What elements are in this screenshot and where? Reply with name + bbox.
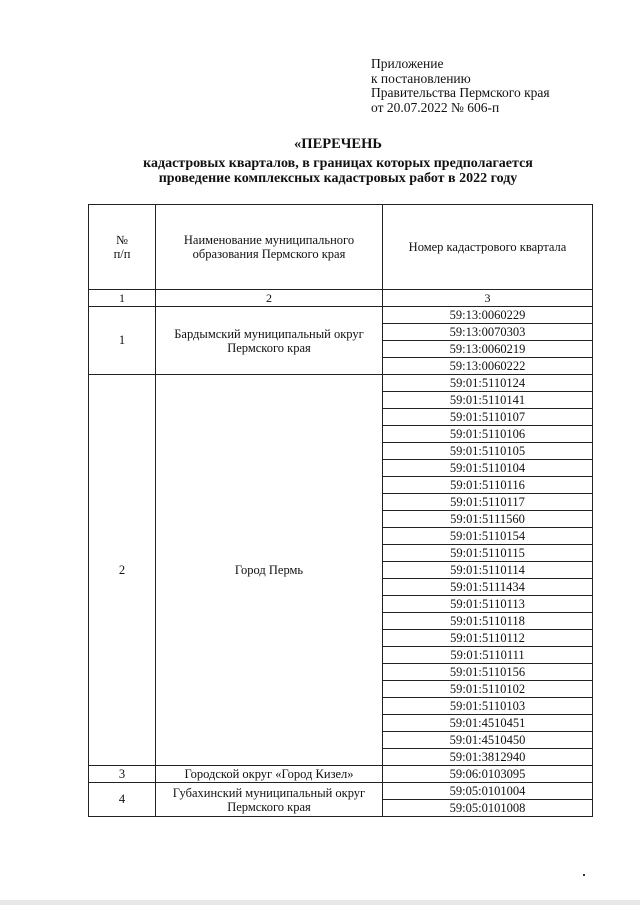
row-number: 2 bbox=[89, 375, 156, 766]
table-row bbox=[89, 783, 593, 800]
column-number: 2 bbox=[156, 290, 383, 307]
cadastral-number: 59:01:5110141 bbox=[383, 392, 593, 409]
subtitle-line: кадастровых кварталов, в границах которых предполагается bbox=[143, 156, 533, 171]
cadastral-number: 59:01:5110117 bbox=[383, 494, 593, 511]
header-municipality: Наименование муниципального образования Пермского края bbox=[156, 205, 383, 290]
cadastral-number: 59:01:3812940 bbox=[383, 749, 593, 766]
municipality-name-line: Городской округ «Город Кизел» bbox=[184, 767, 354, 781]
cadastral-number: 59:01:5110105 bbox=[383, 443, 593, 460]
cadastral-number: 59:01:5110124 bbox=[383, 375, 593, 392]
cadastral-number: 59:01:5110104 bbox=[383, 460, 593, 477]
table-row bbox=[89, 307, 593, 324]
column-number-row bbox=[89, 290, 593, 307]
cadastral-number: 59:01:5110116 bbox=[383, 477, 593, 494]
cadastral-number: 59:06:0103095 bbox=[383, 766, 593, 783]
municipality-name-line: Город Пермь bbox=[234, 563, 304, 577]
document-title: «ПЕРЕЧЕНЬ bbox=[294, 136, 382, 152]
row-number: 1 bbox=[89, 307, 156, 375]
municipality-name bbox=[156, 783, 383, 817]
cadastral-number: 59:01:5110111 bbox=[383, 647, 593, 664]
cadastral-number: 59:01:5110156 bbox=[383, 664, 593, 681]
cadastral-number: 59:13:0060229 bbox=[383, 307, 593, 324]
column-number: 3 bbox=[383, 290, 593, 307]
municipality-name-line: Пермского края bbox=[227, 799, 311, 814]
cadastral-number: 59:13:0060222 bbox=[383, 358, 593, 375]
cadastral-number: 59:01:5111560 bbox=[383, 511, 593, 528]
municipality-name-line: Пермского края bbox=[227, 340, 311, 355]
municipality-name bbox=[156, 307, 383, 375]
cadastral-number: 59:01:5110118 bbox=[383, 613, 593, 630]
cadastral-number: 59:01:5110154 bbox=[383, 528, 593, 545]
cadastral-number: 59:01:5110112 bbox=[383, 630, 593, 647]
subtitle-line: проведение комплексных кадастровых работ в 2022 году bbox=[158, 171, 518, 186]
scan-edge bbox=[0, 900, 640, 905]
appendix-line: Приложение bbox=[371, 56, 444, 71]
appendix-line: к постановлению bbox=[371, 70, 471, 86]
cadastral-number: 59:05:0101004 bbox=[383, 783, 593, 800]
scan-dot bbox=[583, 874, 585, 876]
cadastral-number: 59:01:5111434 bbox=[383, 579, 593, 596]
row-number: 3 bbox=[89, 766, 156, 783]
cadastral-number: 59:01:4510450 bbox=[383, 732, 593, 749]
cadastral-number: 59:13:0070303 bbox=[383, 324, 593, 341]
cadastral-number: 59:01:5110114 bbox=[383, 562, 593, 579]
cadastral-number: 59:01:5110102 bbox=[383, 681, 593, 698]
cadastral-number: 59:05:0101008 bbox=[383, 800, 593, 817]
appendix-line: Правительства Пермского края bbox=[371, 85, 550, 100]
cadastral-number: 59:01:5110103 bbox=[383, 698, 593, 715]
cadastral-number: 59:01:5110106 bbox=[383, 426, 593, 443]
municipality-name-line: Губахинский муниципальный округ bbox=[172, 785, 366, 800]
municipality-name-line: Бардымский муниципальный округ bbox=[174, 326, 364, 341]
municipality-name bbox=[156, 375, 383, 766]
row-number: 4 bbox=[89, 783, 156, 817]
cadastral-number: 59:01:5110107 bbox=[383, 409, 593, 426]
header-number: № п/п bbox=[89, 205, 156, 290]
document-subtitle bbox=[18, 156, 640, 186]
column-number: 1 bbox=[89, 290, 156, 307]
table-row bbox=[89, 766, 593, 783]
cadastral-number: 59:01:5110115 bbox=[383, 545, 593, 562]
table-header-row bbox=[89, 205, 593, 290]
appendix-line: от 20.07.2022 № 606-п bbox=[371, 99, 500, 115]
cadastral-number: 59:13:0060219 bbox=[383, 341, 593, 358]
header-cadastral-number: Номер кадастрового квартала bbox=[383, 205, 593, 290]
table-row bbox=[89, 375, 593, 392]
cadastral-number: 59:01:5110113 bbox=[383, 596, 593, 613]
cadastral-table bbox=[88, 204, 593, 817]
appendix-block bbox=[371, 57, 550, 115]
cadastral-number: 59:01:4510451 bbox=[383, 715, 593, 732]
municipality-name bbox=[156, 766, 383, 783]
